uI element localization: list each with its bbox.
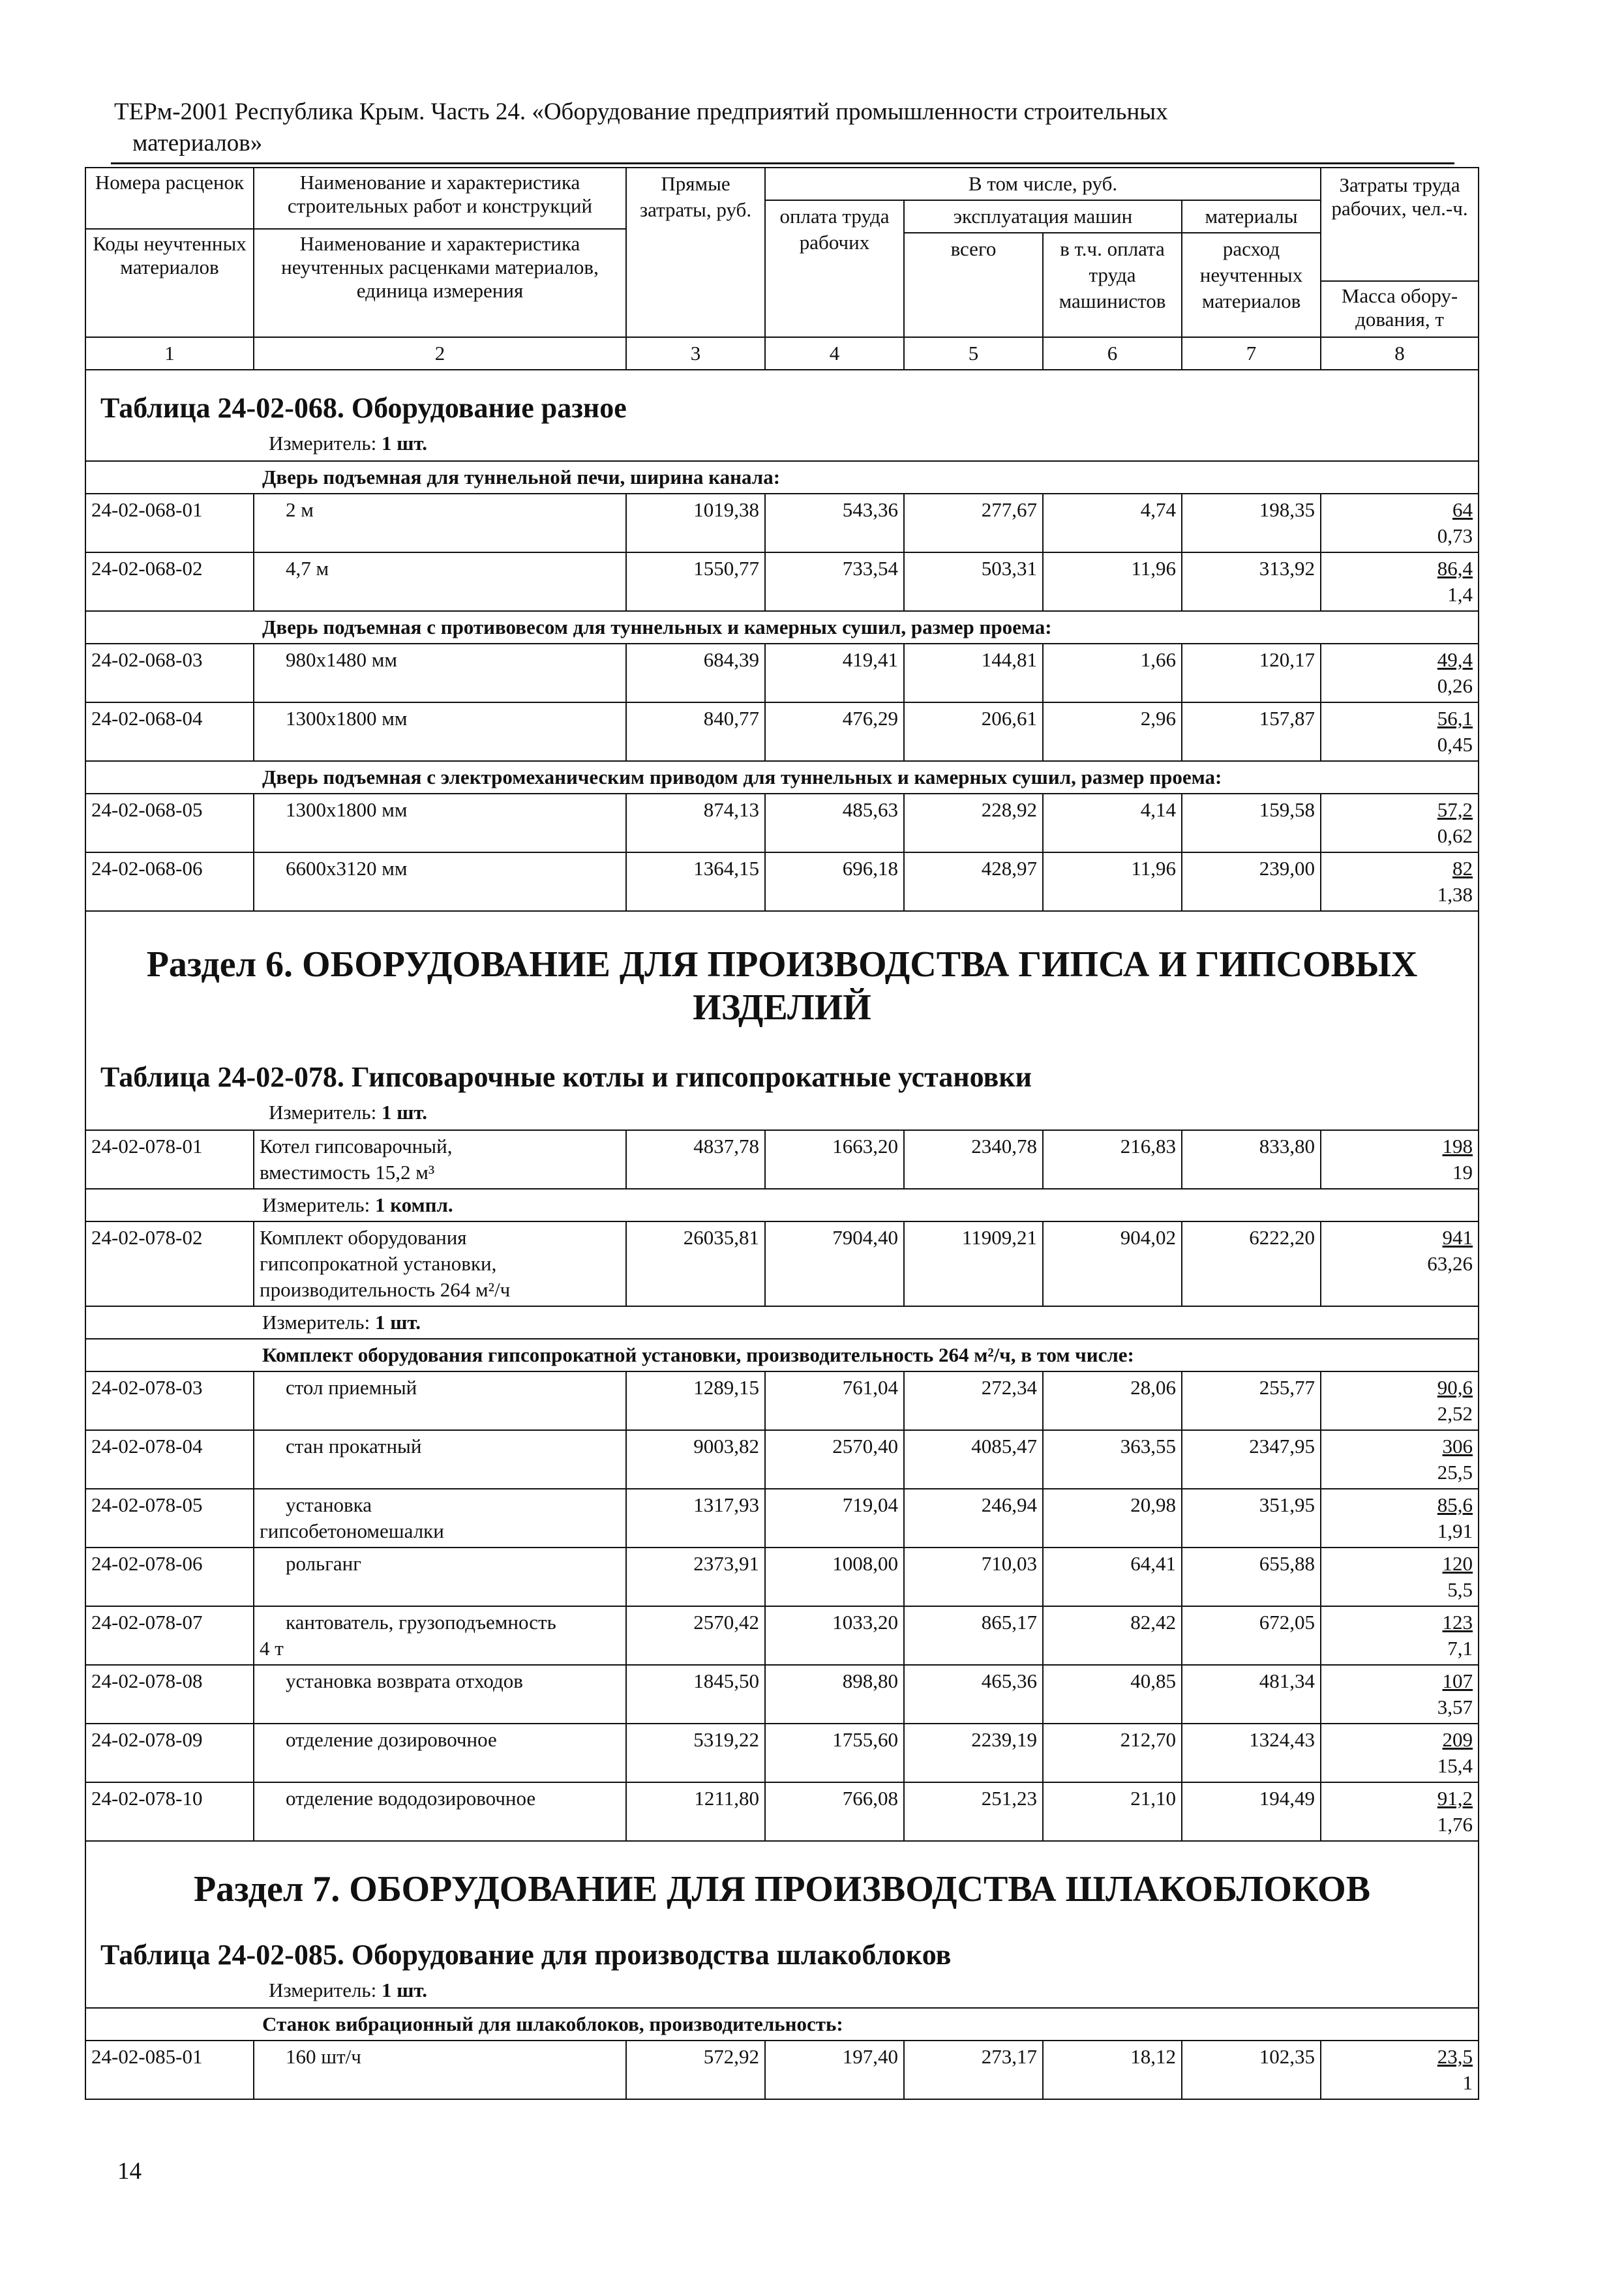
page-number: 14 (117, 2158, 142, 2185)
table-row (85, 1548, 1479, 1606)
rate-code-cell: 24-02-085-01 (85, 2041, 254, 2099)
table-row (85, 1130, 1479, 1189)
machinist-labor-cell: 40,85 (1043, 1665, 1182, 1724)
col-header-mach-total: всего (904, 233, 1043, 337)
labor-hours-mass-cell-line1: 209 (1442, 1728, 1473, 1751)
labor-hours-mass-cell (1321, 794, 1479, 852)
labor-hours-mass-cell-line2: 1,4 (1447, 583, 1473, 606)
labor-hours-mass-cell-line1: 123 (1442, 1611, 1473, 1634)
col-header-incl: В том числе, руб. (765, 168, 1321, 200)
rate-name-cell (254, 1548, 626, 1606)
table-078-subheading: Комплект оборудования гипсопрокатной установки, производительность 264 м²/ч, в том числе: (85, 1339, 1479, 1371)
machinist-labor-cell: 11,96 (1043, 852, 1182, 911)
labor-cost-cell: 696,18 (765, 852, 904, 911)
rate-name-line1: стол приемный (286, 1376, 417, 1399)
running-header-line1: ТЕРм-2001 Республика Крым. Часть 24. «Оборудование предприятий промышленности строительных (114, 98, 1168, 125)
rate-name-cell (254, 1430, 626, 1489)
labor-hours-mass-cell-line2: 7,1 (1447, 1637, 1473, 1660)
labor-hours-mass-cell-line2: 0,73 (1437, 524, 1473, 547)
rate-code-cell: 24-02-068-04 (85, 702, 254, 761)
table-068-subheading-3: Дверь подъемная с электромеханическим приводом для туннельных и камерных сушил, размер проема: (85, 761, 1479, 794)
rate-code-cell: 24-02-078-09 (85, 1724, 254, 1782)
rate-name-line1: отделение дозировочное (286, 1728, 497, 1751)
rate-name-line2: гипсопрокатной установки, (260, 1252, 497, 1275)
direct-cost-cell: 1019,38 (626, 494, 765, 552)
labor-hours-mass-cell-line1: 49,4 (1437, 648, 1473, 671)
labor-hours-mass-cell (1321, 1130, 1479, 1189)
rate-name-line1: кантователь, грузоподъемность (286, 1611, 556, 1634)
machine-cost-cell: 228,92 (904, 794, 1043, 852)
rate-name-cell (254, 1724, 626, 1782)
rate-name-cell (254, 1782, 626, 1841)
labor-cost-cell: 1008,00 (765, 1548, 904, 1606)
machinist-labor-cell: 1,66 (1043, 644, 1182, 702)
labor-hours-mass-cell-line2: 0,45 (1437, 733, 1473, 756)
material-cost-cell: 194,49 (1182, 1782, 1321, 1841)
labor-hours-mass-cell (1321, 2041, 1479, 2099)
labor-hours-mass-cell-line2: 1 (1462, 2071, 1473, 2094)
material-cost-cell: 313,92 (1182, 552, 1321, 611)
section-7-heading (85, 1841, 1479, 2008)
rate-name-cell: 980х1480 мм (254, 644, 626, 702)
header-rule (111, 162, 1454, 164)
labor-hours-mass-cell-line1: 56,1 (1437, 707, 1473, 730)
material-cost-cell: 1324,43 (1182, 1724, 1321, 1782)
rate-name-cell (254, 1489, 626, 1548)
machinist-labor-cell: 363,55 (1043, 1430, 1182, 1489)
machine-cost-cell: 503,31 (904, 552, 1043, 611)
rate-name-cell (254, 1606, 626, 1665)
material-cost-cell: 157,87 (1182, 702, 1321, 761)
col-header-materials: материалы (1182, 200, 1321, 233)
direct-cost-cell: 9003,82 (626, 1430, 765, 1489)
rate-name-cell (254, 1665, 626, 1724)
labor-cost-cell: 766,08 (765, 1782, 904, 1841)
material-cost-cell: 6222,20 (1182, 1221, 1321, 1306)
table-078-title: Таблица 24-02-078. Гипсоварочные котлы и гипсопрокатные установки (100, 1061, 1032, 1093)
machine-cost-cell: 465,36 (904, 1665, 1043, 1724)
table-row (85, 1606, 1479, 1665)
labor-cost-cell: 197,40 (765, 2041, 904, 2099)
material-cost-cell: 198,35 (1182, 494, 1321, 552)
labor-hours-mass-cell-line2: 63,26 (1427, 1252, 1473, 1275)
labor-cost-cell: 719,04 (765, 1489, 904, 1548)
col-header-direct: Прямые затраты, руб. (626, 168, 765, 337)
direct-cost-cell: 1550,77 (626, 552, 765, 611)
machine-cost-cell: 11909,21 (904, 1221, 1043, 1306)
labor-hours-mass-cell (1321, 1665, 1479, 1724)
running-header-line2: материалов» (132, 130, 263, 157)
machinist-labor-cell: 4,74 (1043, 494, 1182, 552)
table-068-subheading-1: Дверь подъемная для туннельной печи, ширина канала: (85, 461, 1479, 494)
rate-name-cell (254, 1371, 626, 1430)
labor-hours-mass-cell-line2: 25,5 (1437, 1461, 1473, 1484)
labor-cost-cell: 419,41 (765, 644, 904, 702)
machine-cost-cell: 273,17 (904, 2041, 1043, 2099)
table-078-measure-3: Измеритель: 1 шт. (85, 1306, 1479, 1339)
labor-hours-mass-cell (1321, 1782, 1479, 1841)
material-cost-cell: 255,77 (1182, 1371, 1321, 1430)
machinist-labor-cell: 64,41 (1043, 1548, 1182, 1606)
labor-hours-mass-cell-line1: 90,6 (1437, 1376, 1473, 1399)
labor-cost-cell: 476,29 (765, 702, 904, 761)
labor-hours-mass-cell (1321, 702, 1479, 761)
material-cost-cell: 672,05 (1182, 1606, 1321, 1665)
section-6-title: Раздел 6. ОБОРУДОВАНИЕ ДЛЯ ПРОИЗВОДСТВА ГИПСА И ГИПСОВЫХ ИЗДЕЛИЙ (146, 944, 1418, 1028)
rate-code-cell: 24-02-078-03 (85, 1371, 254, 1430)
table-row (85, 702, 1479, 761)
material-cost-cell: 481,34 (1182, 1665, 1321, 1724)
labor-hours-mass-cell (1321, 1221, 1479, 1306)
material-cost-cell: 159,58 (1182, 794, 1321, 852)
direct-cost-cell: 1289,15 (626, 1371, 765, 1430)
labor-hours-mass-cell-line2: 0,62 (1437, 824, 1473, 847)
labor-hours-mass-cell-line1: 198 (1442, 1135, 1473, 1158)
table-row (85, 852, 1479, 911)
rate-name-line1: стан прокатный (286, 1435, 422, 1458)
rate-name-line3: производительность 264 м²/ч (260, 1278, 511, 1301)
table-068-measure: Измеритель: 1 шт. (269, 432, 428, 455)
rate-name-cell (254, 1130, 626, 1189)
material-cost-cell: 833,80 (1182, 1130, 1321, 1189)
column-number-row: 1 2 3 4 5 6 7 8 (85, 337, 1479, 370)
labor-cost-cell: 1663,20 (765, 1130, 904, 1189)
table-row (85, 644, 1479, 702)
labor-cost-cell: 543,36 (765, 494, 904, 552)
machine-cost-cell: 144,81 (904, 644, 1043, 702)
machine-cost-cell: 2239,19 (904, 1724, 1043, 1782)
rate-name-line1: рольганг (286, 1552, 361, 1575)
machinist-labor-cell: 18,12 (1043, 2041, 1182, 2099)
material-cost-cell: 655,88 (1182, 1548, 1321, 1606)
rate-code-cell: 24-02-078-08 (85, 1665, 254, 1724)
rate-name-line2: гипсобетономешалки (260, 1519, 444, 1542)
labor-cost-cell: 2570,40 (765, 1430, 904, 1489)
labor-hours-mass-cell-line1: 306 (1442, 1435, 1473, 1458)
col-header-names: Наименование и характеристика строительных работ и конструкций Наименование и характеристика неучтенных расценками материалов, единица измерения (254, 168, 626, 337)
col-header-mat-expense: расход неучтенных материалов (1182, 233, 1321, 337)
direct-cost-cell: 1364,15 (626, 852, 765, 911)
rate-code-cell: 24-02-068-02 (85, 552, 254, 611)
machine-cost-cell: 710,03 (904, 1548, 1043, 1606)
labor-cost-cell: 761,04 (765, 1371, 904, 1430)
rate-name-line1: установка возврата отходов (286, 1669, 523, 1692)
labor-hours-mass-cell (1321, 1489, 1479, 1548)
labor-hours-mass-cell-line1: 23,5 (1437, 2045, 1473, 2068)
labor-hours-mass-cell (1321, 644, 1479, 702)
table-085-subheading: Станок вибрационный для шлакоблоков, производительность: (85, 2008, 1479, 2041)
direct-cost-cell: 874,13 (626, 794, 765, 852)
labor-cost-cell: 485,63 (765, 794, 904, 852)
labor-hours-mass-cell (1321, 494, 1479, 552)
table-085-measure: Измеритель: 1 шт. (269, 1979, 428, 2001)
machinist-labor-cell: 4,14 (1043, 794, 1182, 852)
main-content (85, 167, 1478, 2100)
machine-cost-cell: 4085,47 (904, 1430, 1043, 1489)
direct-cost-cell: 684,39 (626, 644, 765, 702)
rate-code-cell: 24-02-078-04 (85, 1430, 254, 1489)
labor-hours-mass-cell (1321, 1724, 1479, 1782)
direct-cost-cell: 1317,93 (626, 1489, 765, 1548)
direct-cost-cell: 2570,42 (626, 1606, 765, 1665)
machine-cost-cell: 277,67 (904, 494, 1043, 552)
rate-code-cell: 24-02-078-02 (85, 1221, 254, 1306)
machinist-labor-cell: 216,83 (1043, 1130, 1182, 1189)
direct-cost-cell: 840,77 (626, 702, 765, 761)
labor-hours-mass-cell-line1: 941 (1442, 1226, 1473, 1249)
labor-hours-mass-cell-line2: 5,5 (1447, 1578, 1473, 1601)
col-header-labor: оплата труда рабочих (765, 200, 904, 337)
labor-hours-mass-cell (1321, 552, 1479, 611)
col-header-labor-hours: Затраты труда рабочих, чел.-ч. Масса обору-дования, т (1321, 168, 1479, 337)
machine-cost-cell: 865,17 (904, 1606, 1043, 1665)
table-row (85, 494, 1479, 552)
section-7-title: Раздел 7. ОБОРУДОВАНИЕ ДЛЯ ПРОИЗВОДСТВА ШЛАКОБЛОКОВ (193, 1869, 1371, 1909)
rate-name-cell: 160 шт/ч (254, 2041, 626, 2099)
rate-code-cell: 24-02-078-10 (85, 1782, 254, 1841)
labor-hours-mass-cell-line1: 91,2 (1437, 1787, 1473, 1810)
labor-hours-mass-cell-line2: 3,57 (1437, 1696, 1473, 1718)
direct-cost-cell: 1845,50 (626, 1665, 765, 1724)
table-row (85, 1489, 1479, 1548)
rate-name-line1: отделение вододозировочное (286, 1787, 536, 1810)
machinist-labor-cell: 212,70 (1043, 1724, 1182, 1782)
machinist-labor-cell: 28,06 (1043, 1371, 1182, 1430)
running-header (114, 97, 1419, 159)
labor-hours-mass-cell-line1: 82 (1452, 857, 1473, 880)
machine-cost-cell: 2340,78 (904, 1130, 1043, 1189)
material-cost-cell: 351,95 (1182, 1489, 1321, 1548)
machinist-labor-cell: 11,96 (1043, 552, 1182, 611)
rate-code-cell: 24-02-068-06 (85, 852, 254, 911)
table-row (85, 1724, 1479, 1782)
table-row (85, 794, 1479, 852)
section-6-heading (85, 911, 1479, 1130)
labor-hours-mass-cell-line1: 86,4 (1437, 557, 1473, 580)
table-078-measure-1: Измеритель: 1 шт. (269, 1101, 428, 1124)
labor-cost-cell: 1755,60 (765, 1724, 904, 1782)
labor-hours-mass-cell (1321, 852, 1479, 911)
labor-cost-cell: 1033,20 (765, 1606, 904, 1665)
labor-hours-mass-cell-line2: 2,52 (1437, 1402, 1473, 1425)
col-header-codes: Номера расценок Коды неучтенных материалов (85, 168, 254, 337)
rate-name-cell: 6600х3120 мм (254, 852, 626, 911)
labor-cost-cell: 898,80 (765, 1665, 904, 1724)
rate-code-cell: 24-02-078-05 (85, 1489, 254, 1548)
table-068-title: Таблица 24-02-068. Оборудование разное (100, 392, 627, 424)
machine-cost-cell: 251,23 (904, 1782, 1043, 1841)
machine-cost-cell: 428,97 (904, 852, 1043, 911)
table-068-heading (85, 370, 1479, 461)
labor-hours-mass-cell-line1: 64 (1452, 498, 1473, 521)
table-068-subheading-2: Дверь подъемная с противовесом для туннельных и камерных сушил, размер проема: (85, 611, 1479, 644)
labor-hours-mass-cell-line2: 19 (1452, 1161, 1473, 1184)
material-cost-cell: 102,35 (1182, 2041, 1321, 2099)
rate-name-cell: 1300х1800 мм (254, 794, 626, 852)
table-row (85, 1430, 1479, 1489)
table-085-title: Таблица 24-02-085. Оборудование для производства шлакоблоков (100, 1939, 952, 1971)
table-078-measure-2: Измеритель: 1 компл. (85, 1189, 1479, 1221)
material-cost-cell: 2347,95 (1182, 1430, 1321, 1489)
rate-name-cell: 1300х1800 мм (254, 702, 626, 761)
rate-name-cell (254, 1221, 626, 1306)
machinist-labor-cell: 904,02 (1043, 1221, 1182, 1306)
rate-code-cell: 24-02-078-06 (85, 1548, 254, 1606)
labor-hours-mass-cell-line2: 0,26 (1437, 674, 1473, 697)
labor-hours-mass-cell-line2: 15,4 (1437, 1754, 1473, 1777)
machine-cost-cell: 246,94 (904, 1489, 1043, 1548)
direct-cost-cell: 2373,91 (626, 1548, 765, 1606)
direct-cost-cell: 1211,80 (626, 1782, 765, 1841)
rate-code-cell: 24-02-078-01 (85, 1130, 254, 1189)
column-header-row (85, 168, 1479, 200)
table-row (85, 1782, 1479, 1841)
direct-cost-cell: 5319,22 (626, 1724, 765, 1782)
rate-name-line1: установка (286, 1493, 372, 1516)
machine-cost-cell: 206,61 (904, 702, 1043, 761)
direct-cost-cell: 4837,78 (626, 1130, 765, 1189)
labor-hours-mass-cell (1321, 1430, 1479, 1489)
labor-hours-mass-cell-line2: 1,91 (1437, 1519, 1473, 1542)
labor-hours-mass-cell-line2: 1,76 (1437, 1813, 1473, 1836)
labor-hours-mass-cell (1321, 1371, 1479, 1430)
table-row (85, 1221, 1479, 1306)
labor-hours-mass-cell-line1: 57,2 (1437, 798, 1473, 821)
material-cost-cell: 239,00 (1182, 852, 1321, 911)
machine-cost-cell: 272,34 (904, 1371, 1043, 1430)
table-row (85, 552, 1479, 611)
material-cost-cell: 120,17 (1182, 644, 1321, 702)
machinist-labor-cell: 20,98 (1043, 1489, 1182, 1548)
rate-name-cell: 2 м (254, 494, 626, 552)
labor-hours-mass-cell-line2: 1,38 (1437, 883, 1473, 906)
rate-name-line1: Комплект оборудования (260, 1226, 467, 1249)
labor-hours-mass-cell-line1: 85,6 (1437, 1493, 1473, 1516)
rate-code-cell: 24-02-068-05 (85, 794, 254, 852)
labor-cost-cell: 733,54 (765, 552, 904, 611)
labor-hours-mass-cell (1321, 1548, 1479, 1606)
direct-cost-cell: 572,92 (626, 2041, 765, 2099)
rate-code-cell: 24-02-068-03 (85, 644, 254, 702)
col-header-machines: эксплуатация машин (904, 200, 1182, 233)
table-row (85, 1665, 1479, 1724)
rates-table (85, 167, 1479, 2100)
col-header-mach-labor: в т.ч. оплата труда машинистов (1043, 233, 1182, 337)
rate-name-cell: 4,7 м (254, 552, 626, 611)
machinist-labor-cell: 21,10 (1043, 1782, 1182, 1841)
labor-hours-mass-cell-line1: 107 (1442, 1669, 1473, 1692)
direct-cost-cell: 26035,81 (626, 1221, 765, 1306)
rate-code-cell: 24-02-068-01 (85, 494, 254, 552)
labor-cost-cell: 7904,40 (765, 1221, 904, 1306)
table-row (85, 2041, 1479, 2099)
rate-name-line2: 4 т (260, 1637, 284, 1660)
table-row (85, 1371, 1479, 1430)
machinist-labor-cell: 2,96 (1043, 702, 1182, 761)
labor-hours-mass-cell (1321, 1606, 1479, 1665)
rate-code-cell: 24-02-078-07 (85, 1606, 254, 1665)
machinist-labor-cell: 82,42 (1043, 1606, 1182, 1665)
rate-name-line2: вместимость 15,2 м³ (260, 1161, 435, 1184)
rate-name-line1: Котел гипсоварочный, (260, 1135, 453, 1158)
labor-hours-mass-cell-line1: 120 (1442, 1552, 1473, 1575)
